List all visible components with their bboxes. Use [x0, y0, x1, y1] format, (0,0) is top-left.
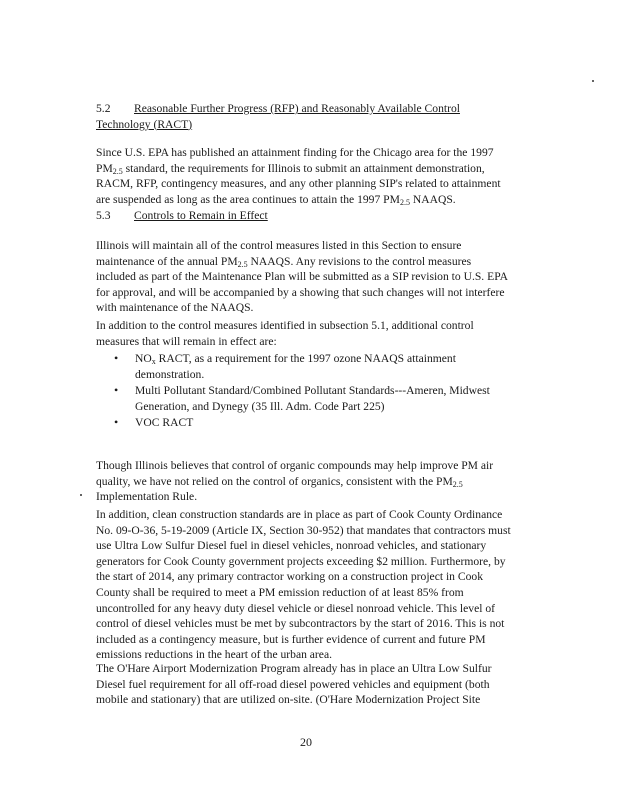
section-number: 5.3: [96, 209, 111, 222]
bullet-list-control-measures: [114, 351, 534, 432]
text-line: measures that will remain in effect are:: [96, 334, 277, 348]
text-line: RACM, RFP, contingency measures, and any other planning SIP's related to attainment: [96, 177, 501, 191]
text-span: standard, the requirements for Illinois to submit an attainment demonstration,: [122, 161, 485, 175]
scan-speck: [592, 80, 594, 82]
text-line: included as part of the Maintenance Plan will be submitted as a SIP revision to U.S. EPA: [96, 270, 508, 284]
text-line: [96, 254, 526, 270]
text-line: [96, 161, 526, 177]
paragraph-ohare-modernization: [96, 661, 526, 708]
text-line: Illinois will maintain all of the control measures listed in this Section to ensure: [96, 239, 462, 252]
text-span: quality, we have not relied on the control of organics, consistent with the PM: [96, 474, 453, 488]
text-span: RACT, as a requirement for the 1997 ozone NAAQS attainment: [155, 352, 456, 365]
text-line: included as a contingency measure, but is further evidence of current and future PM: [96, 632, 486, 646]
subscript: 2.5: [452, 479, 463, 489]
text-line: Diesel fuel requirement for all off-road diesel powered vehicles and equipment (both: [96, 677, 490, 691]
text-line: [96, 474, 526, 490]
scan-speck: [80, 494, 82, 496]
page-number: 20: [300, 735, 312, 749]
text-span: NAAQS.: [409, 192, 456, 206]
paragraph-additional-measures: [96, 318, 526, 349]
text-line: generators for Cook County government projects exceeding $2 million. Furthermore, by: [96, 554, 506, 568]
text-span: maintenance of the annual PM: [96, 254, 238, 268]
list-item: [114, 415, 534, 431]
text-line: Since U.S. EPA has published an attainment finding for the Chicago area for the 1997: [96, 146, 494, 159]
text-span: NO: [135, 352, 152, 365]
text-line: Though Illinois believes that control of organic compounds may help improve PM air: [96, 459, 494, 472]
section-heading-5-2: [96, 101, 526, 132]
section-title: Controls to Remain in Effect: [134, 209, 268, 222]
text-line: demonstration.: [135, 367, 205, 381]
text-line: The O'Hare Airport Modernization Program already has in place an Ultra Low Sulfur: [96, 662, 492, 675]
subscript: 2.5: [112, 166, 123, 176]
paragraph-attainment-finding: [96, 145, 526, 207]
list-item: [114, 383, 534, 414]
list-item: [114, 351, 534, 382]
text-line: County shall be required to meet a PM emission reduction of at least 85% from: [96, 585, 464, 599]
text-line: with maintenance of the NAAQS.: [96, 301, 254, 315]
section-heading-5-3: [96, 208, 526, 224]
paragraph-maintain-controls: [96, 238, 526, 316]
section-title-line2: Technology (RACT): [96, 117, 193, 131]
text-span: are suspended as long as the area continues to attain the 1997 PM: [96, 192, 400, 206]
text-line: the start of 2014, any primary contractor working on a construction project in Cook: [96, 570, 484, 584]
text-line: [96, 192, 526, 208]
section-title-line1: Reasonable Further Progress (RFP) and Reasonably Available Control: [134, 102, 460, 115]
subscript: 2.5: [237, 259, 248, 269]
text-line: • Multi Pollutant Standard/Combined Pollutant Standards---Ameren, Midwest: [135, 384, 490, 398]
text-line: use Ultra Low Sulfur Diesel fuel in diesel vehicles, nonroad vehicles, and stationary: [96, 539, 487, 553]
text-line: In addition to the control measures identified in subsection 5.1, additional control: [96, 319, 474, 332]
text-line: No. 09-O-36, 5-19-2009 (Article IX, Section 30-952) that mandates that contractors must: [96, 523, 511, 537]
paragraph-organic-compounds: [96, 458, 526, 505]
text-line: emissions reductions in the heart of the urban area.: [96, 648, 332, 662]
text-line: In addition, clean construction standards are in place as part of Cook County Ordinance: [96, 508, 503, 521]
subscript: 2.5: [399, 197, 410, 207]
paragraph-clean-construction: [96, 507, 526, 663]
text-line: uncontrolled for any heavy duty diesel vehicle or diesel nonroad vehicle. This level of: [96, 601, 495, 615]
text-line: Implementation Rule.: [96, 490, 198, 504]
text-span: NAAQS. Any revisions to the control measures: [247, 254, 472, 268]
text-line: • VOC RACT: [135, 416, 194, 430]
text-line: control of diesel vehicles must be met by subcontractors by the start of 2016. This is not: [96, 617, 505, 631]
section-number: 5.2: [96, 102, 111, 115]
text-line: for approval, and will be accompanied by a showing that such changes will not interfere: [96, 285, 505, 299]
subscript: x: [151, 357, 156, 366]
text-line: mobile and stationary) that are utilized on-site. (O'Hare Modernization Project Site: [96, 693, 481, 707]
text-span: PM: [96, 161, 113, 175]
text-line: Generation, and Dynegy (35 Ill. Adm. Code Part 225): [135, 399, 385, 413]
